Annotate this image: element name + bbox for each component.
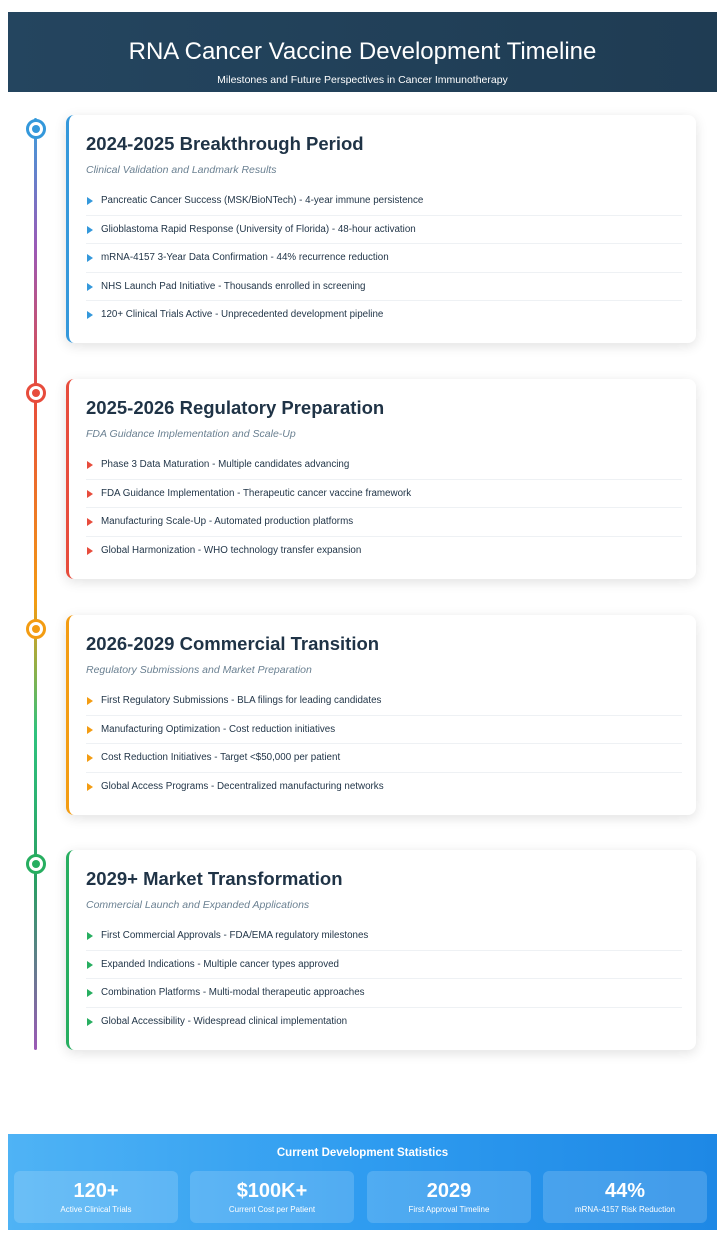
milestone-text: Expanded Indications - Multiple cancer types approved	[101, 958, 339, 970]
milestone-item	[86, 537, 682, 566]
milestone-item	[86, 480, 682, 509]
milestone-item	[86, 187, 682, 216]
triangle-bullet-icon	[87, 490, 93, 498]
triangle-bullet-icon	[87, 254, 93, 262]
milestone-list	[86, 922, 682, 1036]
triangle-bullet-icon	[87, 518, 93, 526]
milestone-text: mRNA-4157 3-Year Data Confirmation - 44% recurrence reduction	[101, 252, 389, 263]
triangle-bullet-icon	[87, 283, 93, 291]
milestone-item	[86, 979, 682, 1008]
stat-label: Active Clinical Trials	[60, 1205, 132, 1214]
phase-subtitle: Regulatory Submissions and Market Preparation	[86, 664, 312, 676]
phase-title: 2029+ Market Transformation	[86, 868, 343, 889]
triangle-bullet-icon	[87, 311, 93, 319]
timeline-line	[34, 118, 37, 1050]
triangle-bullet-icon	[87, 547, 93, 555]
milestone-item	[86, 508, 682, 537]
phase-title: 2025-2026 Regulatory Preparation	[86, 397, 385, 418]
phase-title: 2026-2029 Commercial Transition	[86, 633, 380, 654]
phase-subtitle: Clinical Validation and Landmark Results	[86, 164, 277, 176]
phase-title: 2024-2025 Breakthrough Period	[86, 133, 364, 154]
milestone-text: Pancreatic Cancer Success (MSK/BioNTech) - 4-year immune persistence	[101, 195, 424, 206]
phase-card-3	[66, 615, 696, 815]
stat-card-approval	[367, 1171, 531, 1223]
milestone-text: Phase 3 Data Maturation - Multiple candidates advancing	[101, 459, 350, 470]
milestone-item	[86, 773, 682, 802]
phase-card-2	[66, 379, 696, 579]
milestone-item	[86, 1008, 682, 1037]
stat-label: Current Cost per Patient	[228, 1205, 316, 1214]
triangle-bullet-icon	[87, 726, 93, 734]
triangle-bullet-icon	[87, 754, 93, 762]
milestone-text: Global Accessibility - Widespread clinical implementation	[101, 1015, 348, 1027]
marker-dot	[32, 860, 40, 868]
milestone-text: Global Access Programs - Decentralized manufacturing networks	[101, 780, 384, 792]
triangle-bullet-icon	[87, 226, 93, 234]
milestone-list	[86, 187, 682, 330]
milestone-text: First Commercial Approvals - FDA/EMA regulatory milestones	[101, 930, 369, 941]
triangle-bullet-icon	[87, 989, 93, 997]
milestone-item	[86, 301, 682, 330]
timeline-marker-3	[26, 619, 46, 639]
milestone-text: Global Harmonization - WHO technology transfer expansion	[101, 544, 362, 556]
statistics-panel	[8, 1134, 717, 1230]
triangle-bullet-icon	[87, 932, 93, 940]
page-subtitle: Milestones and Future Perspectives in Cancer Immunotherapy	[217, 74, 508, 86]
stat-value: $100K+	[236, 1180, 308, 1202]
phase-card-1	[66, 115, 696, 343]
milestone-item	[86, 451, 682, 480]
triangle-bullet-icon	[87, 1018, 93, 1026]
triangle-bullet-icon	[87, 461, 93, 469]
timeline-marker-1	[26, 119, 46, 139]
stat-label: mRNA-4157 Risk Reduction	[574, 1205, 676, 1214]
milestone-item	[86, 951, 682, 980]
milestone-text: FDA Guidance Implementation - Therapeutic cancer vaccine framework	[101, 487, 412, 499]
stat-value: 44%	[604, 1180, 646, 1202]
triangle-bullet-icon	[87, 783, 93, 791]
stat-value: 2029	[426, 1180, 472, 1202]
triangle-bullet-icon	[87, 961, 93, 969]
phase-subtitle: FDA Guidance Implementation and Scale-Up	[86, 428, 296, 440]
milestone-item	[86, 716, 682, 745]
milestone-item	[86, 687, 682, 716]
milestone-item	[86, 744, 682, 773]
milestone-item	[86, 244, 682, 273]
statistics-title: Current Development Statistics	[276, 1147, 449, 1159]
stat-card-cost	[190, 1171, 354, 1223]
milestone-text: Manufacturing Scale-Up - Automated production platforms	[101, 516, 354, 527]
milestone-list	[86, 687, 682, 801]
marker-dot	[32, 125, 40, 133]
milestone-item	[86, 216, 682, 245]
milestone-text: Glioblastoma Rapid Response (University of Florida) - 48-hour activation	[101, 223, 416, 235]
stat-value: 120+	[73, 1180, 119, 1202]
stat-label: First Approval Timeline	[408, 1205, 490, 1214]
milestone-text: NHS Launch Pad Initiative - Thousands enrolled in screening	[101, 280, 366, 292]
milestone-item	[86, 922, 682, 951]
marker-dot	[32, 389, 40, 397]
timeline-marker-2	[26, 383, 46, 403]
milestone-text: Cost Reduction Initiatives - Target <$50,000 per patient	[101, 752, 341, 763]
timeline-marker-4	[26, 854, 46, 874]
milestone-text: Manufacturing Optimization - Cost reduction initiatives	[101, 723, 336, 735]
milestone-list	[86, 451, 682, 565]
page-header	[8, 12, 717, 92]
milestone-item	[86, 273, 682, 302]
phase-card-4	[66, 850, 696, 1050]
milestone-text: Combination Platforms - Multi-modal therapeutic approaches	[101, 987, 365, 998]
milestone-text: First Regulatory Submissions - BLA filings for leading candidates	[101, 695, 382, 706]
triangle-bullet-icon	[87, 697, 93, 705]
stat-card-risk-reduction	[543, 1171, 707, 1223]
page-title: RNA Cancer Vaccine Development Timeline	[128, 38, 597, 65]
phase-subtitle: Commercial Launch and Expanded Applications	[86, 899, 310, 911]
triangle-bullet-icon	[87, 197, 93, 205]
milestone-text: 120+ Clinical Trials Active - Unprecedented development pipeline	[101, 309, 384, 320]
marker-dot	[32, 625, 40, 633]
stat-card-trials	[14, 1171, 178, 1223]
